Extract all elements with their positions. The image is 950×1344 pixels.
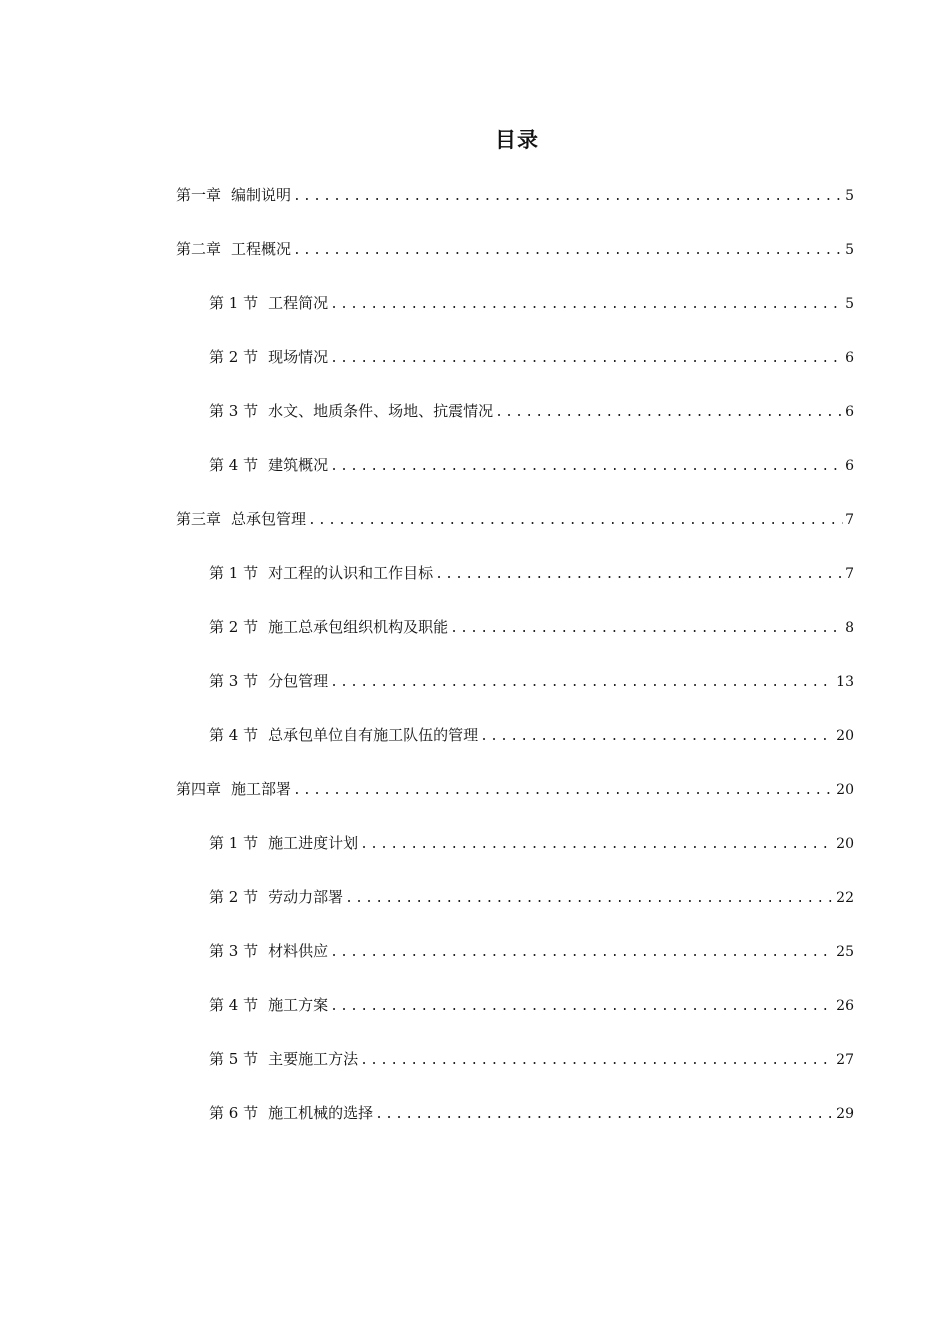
toc-entry-title: 现场情况 xyxy=(268,348,329,366)
toc-entry-number: 第 1 节 xyxy=(209,564,259,582)
toc-entry-number: 第 3 节 xyxy=(209,942,259,960)
toc-page-number: 26 xyxy=(836,998,854,1014)
toc-entry-title: 材料供应 xyxy=(268,942,329,960)
toc-entry-number: 第 3 节 xyxy=(209,402,259,420)
toc-dot-leader xyxy=(345,888,834,910)
toc-section-entry[interactable] xyxy=(0,940,950,994)
toc-entry-number: 第 1 节 xyxy=(209,834,259,852)
toc-entry-title: 总承包单位自有施工队伍的管理 xyxy=(268,726,479,744)
toc-entry-number: 第 1 节 xyxy=(209,294,259,312)
toc-entry-title: 施工方案 xyxy=(268,996,329,1014)
toc-entry-title: 分包管理 xyxy=(268,672,329,690)
toc-entry-title: 施工部署 xyxy=(231,780,292,798)
toc-section-entry[interactable] xyxy=(0,670,950,724)
toc-entry-title: 工程简况 xyxy=(268,294,329,312)
toc-page-number: 22 xyxy=(836,890,854,906)
toc-dot-leader xyxy=(360,834,834,856)
toc-page-number: 13 xyxy=(836,674,854,690)
toc-section-entry[interactable] xyxy=(0,616,950,670)
toc-entry-title: 编制说明 xyxy=(231,186,292,204)
toc-chapter-entry[interactable] xyxy=(0,508,950,562)
toc-entry-number: 第 2 节 xyxy=(209,348,259,366)
toc-entry-title: 主要施工方法 xyxy=(268,1050,359,1068)
toc-dot-leader xyxy=(293,186,843,208)
toc-entry-title: 总承包管理 xyxy=(231,510,307,528)
toc-page-number: 5 xyxy=(845,296,854,312)
toc-section-entry[interactable] xyxy=(0,346,950,400)
toc-entry-title: 施工进度计划 xyxy=(268,834,359,852)
toc-section-entry[interactable] xyxy=(0,1048,950,1102)
toc-entry-number: 第二章 xyxy=(176,240,222,258)
toc-entry-number: 第 6 节 xyxy=(209,1104,259,1122)
toc-dot-leader xyxy=(330,942,834,964)
toc-entry-title: 对工程的认识和工作目标 xyxy=(268,564,434,582)
toc-page-number: 29 xyxy=(836,1106,854,1122)
toc-chapter-entry[interactable] xyxy=(0,238,950,292)
toc-page-number: 20 xyxy=(836,782,854,798)
toc-section-entry[interactable] xyxy=(0,292,950,346)
toc-chapter-entry[interactable] xyxy=(0,184,950,238)
toc-dot-leader xyxy=(293,780,834,802)
toc-dot-leader xyxy=(293,240,843,262)
toc-chapter-entry[interactable] xyxy=(0,778,950,832)
toc-dot-leader xyxy=(435,564,843,586)
toc-page-number: 27 xyxy=(836,1052,854,1068)
toc-entry-number: 第四章 xyxy=(176,780,222,798)
toc-dot-leader xyxy=(330,456,843,478)
toc-page-number: 25 xyxy=(836,944,854,960)
toc-section-entry[interactable] xyxy=(0,886,950,940)
toc-section-entry[interactable] xyxy=(0,1102,950,1156)
toc-entry-number: 第 4 节 xyxy=(209,456,259,474)
toc-section-entry[interactable] xyxy=(0,994,950,1048)
toc-page-number: 6 xyxy=(845,350,854,366)
toc-section-entry[interactable] xyxy=(0,400,950,454)
table-of-contents xyxy=(0,184,950,1156)
toc-entry-title: 工程概况 xyxy=(231,240,292,258)
toc-dot-leader xyxy=(480,726,834,748)
toc-page-number: 7 xyxy=(845,566,854,582)
toc-section-entry[interactable] xyxy=(0,562,950,616)
toc-dot-leader xyxy=(375,1104,834,1126)
toc-entry-title: 建筑概况 xyxy=(268,456,329,474)
toc-entry-title: 劳动力部署 xyxy=(268,888,344,906)
toc-entry-number: 第 5 节 xyxy=(209,1050,259,1068)
toc-page-number: 8 xyxy=(845,620,854,636)
toc-page-number: 5 xyxy=(845,242,854,258)
toc-dot-leader xyxy=(308,510,843,532)
toc-dot-leader xyxy=(495,402,843,424)
toc-entry-number: 第 4 节 xyxy=(209,726,259,744)
toc-page-number: 20 xyxy=(836,728,854,744)
toc-section-entry[interactable] xyxy=(0,724,950,778)
toc-dot-leader xyxy=(330,672,834,694)
toc-dot-leader xyxy=(330,996,834,1018)
toc-entry-number: 第 4 节 xyxy=(209,996,259,1014)
toc-dot-leader xyxy=(330,348,843,370)
toc-page-number: 6 xyxy=(845,458,854,474)
toc-section-entry[interactable] xyxy=(0,454,950,508)
toc-entry-title: 施工总承包组织机构及职能 xyxy=(268,618,449,636)
page-title: 目录 xyxy=(495,128,539,152)
toc-entry-number: 第三章 xyxy=(176,510,222,528)
toc-page-number: 7 xyxy=(845,512,854,528)
toc-entry-number: 第 2 节 xyxy=(209,888,259,906)
toc-section-entry[interactable] xyxy=(0,832,950,886)
toc-entry-number: 第 3 节 xyxy=(209,672,259,690)
toc-entry-number: 第一章 xyxy=(176,186,222,204)
toc-entry-title: 水文、地质条件、场地、抗震情况 xyxy=(268,402,494,420)
toc-dot-leader xyxy=(330,294,843,316)
toc-page-number: 6 xyxy=(845,404,854,420)
toc-page-number: 20 xyxy=(836,836,854,852)
toc-entry-number: 第 2 节 xyxy=(209,618,259,636)
toc-dot-leader xyxy=(360,1050,834,1072)
toc-entry-title: 施工机械的选择 xyxy=(268,1104,374,1122)
toc-dot-leader xyxy=(450,618,843,640)
toc-page-number: 5 xyxy=(845,188,854,204)
